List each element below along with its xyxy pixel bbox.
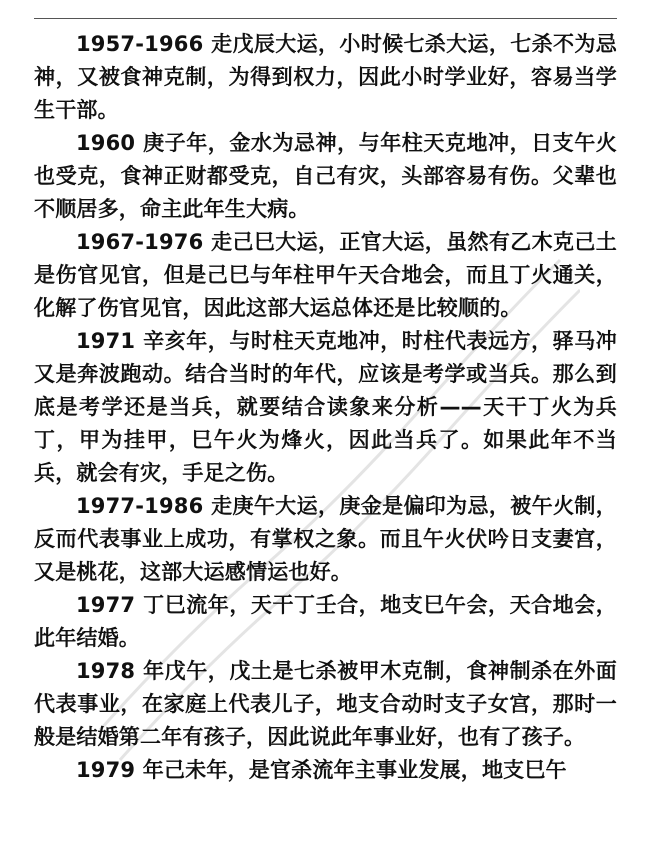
paragraph-1977: 1977 丁巳流年，天干丁壬合，地支巳午会，天合地会，此年结婚。 [34, 593, 617, 650]
paragraph-1967-1976: 1967-1976 走己巳大运，正官大运，虽然有乙木克己土是伤官见官，但是己巳与年柱甲午天合地会，而且丁火通关，化解了伤官见官，因此这部大运总体还是比较顺的。 [34, 230, 617, 320]
article-body [34, 28, 617, 787]
paragraph-1971: 1971 辛亥年，与时柱天克地冲，时柱代表远方，驿马冲又是奔波跑动。结合当时的年代，应该是考学或当兵。那么到底是考学还是当兵，就要结合读象来分析——天干丁火为兵丁，甲为挂甲，巳午火为烽火，因此当兵了。如果此年不当兵，就会有灾，手足之伤。 [34, 329, 617, 485]
header-rule [34, 18, 617, 19]
paragraph-1977-1986: 1977-1986 走庚午大运，庚金是偏印为忌，被午火制，反而代表事业上成功，有掌权之象。而且午火伏吟日支妻宫，又是桃花，这部大运感情运也好。 [34, 494, 617, 584]
paragraph-1957-1966: 1957-1966 走戊辰大运，小时候七杀大运，七杀不为忌神，又被食神克制，为得到权力，因此小时学业好，容易当学生干部。 [34, 32, 617, 122]
paragraph-1979: 1979 年己未年，是官杀流年主事业发展，地支巳午 [76, 758, 567, 782]
paragraph-1978: 1978 年戊午，戊土是七杀被甲木克制，食神制杀在外面代表事业，在家庭上代表儿子，地支合动时支子女宫，那时一般是结婚第二年有孩子，因此说此年事业好，也有了孩子。 [34, 659, 617, 749]
paragraph-1960: 1960 庚子年，金水为忌神，与年柱天克地冲，日支午火也受克，食神正财都受克，自己有灾，头部容易有伤。父辈也不顺居多，命主此年生大病。 [34, 131, 617, 221]
